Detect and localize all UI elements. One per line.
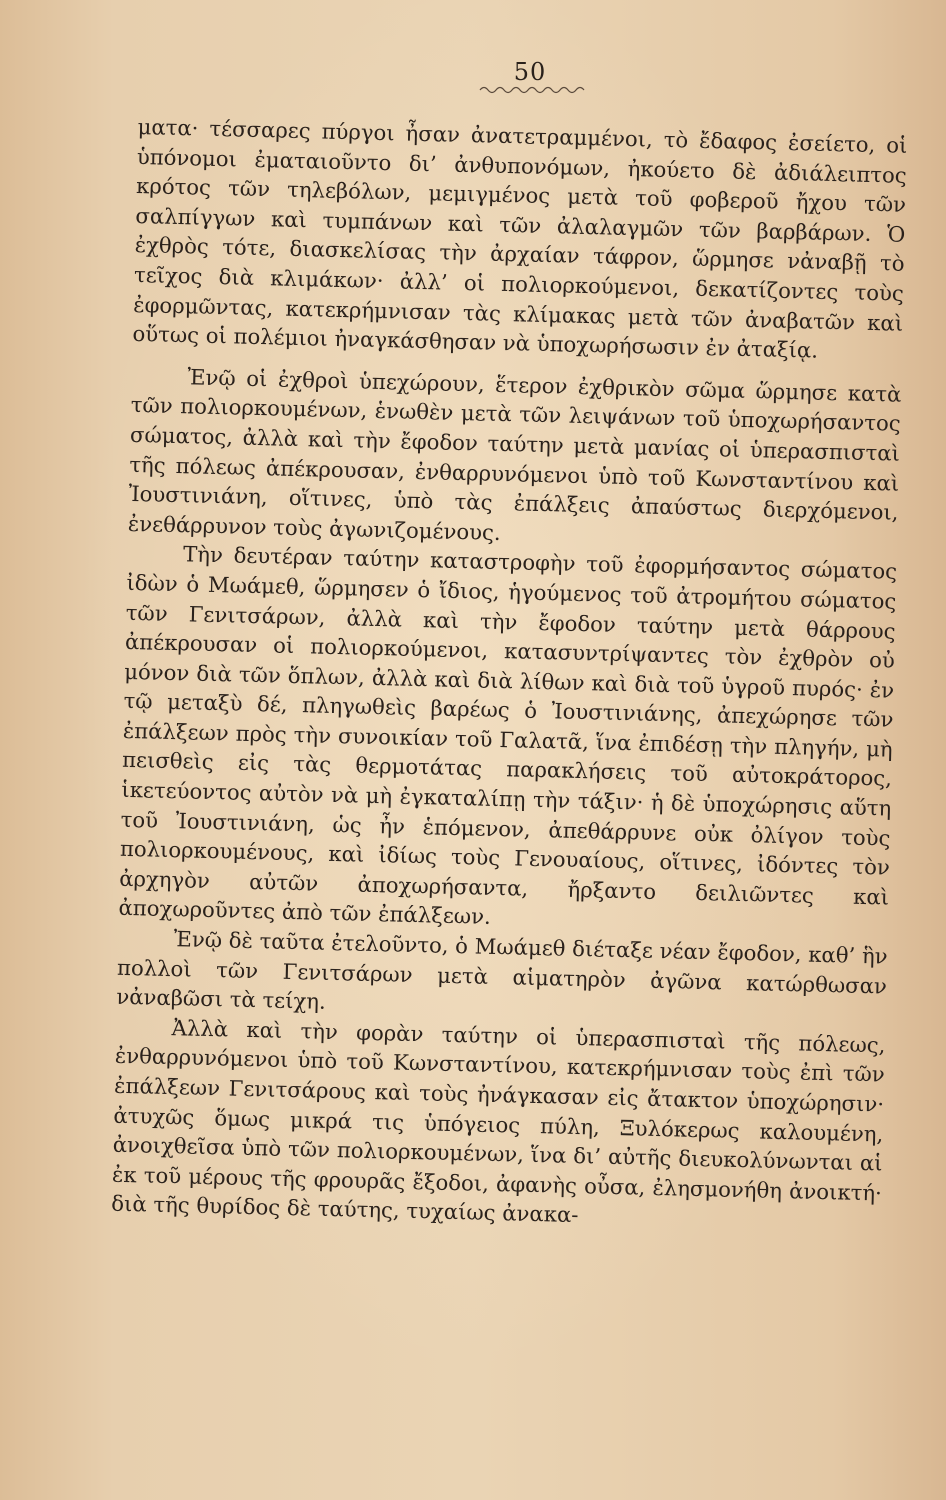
page-number: 50 (513, 58, 547, 86)
body-text (111, 112, 908, 1237)
paragraph-5: Ἀλλὰ καὶ τὴν φορὰν ταύτην οἱ ὑπερασπισταὶ τῆς πόλεως, ἐνθαρρυνόμενοι ὑπὸ τοῦ Κωνσταντίνου, κατεκρήμνισαν τοὺς ἐπὶ τῶν ἐπάλξεων Γενιτσάρους καὶ τοὺς ἠνάγκασαν εἰς ἄτακτον ὑποχώρησιν· ἀτυχῶς ὅμως μικρά τις ὑπόγειος πύλη, Ξυλόκερως καλουμένη, ἀνοιχθεῖσα ὑπὸ τῶν πολιορκουμένων, ἵνα δι’ αὐτῆς διευκολύνωνται αἱ ἐκ τοῦ μέρους τῆς φρουρᾶς ἔξοδοι, ἀφανὴς οὖσα, ἐλησμονήθη ἀνοικτή· διὰ τῆς θυρίδος δὲ ταύτης, τυχαίως ἀνακα- (111, 1014, 886, 1228)
paragraph-2: Ἐνῷ οἱ ἐχθροὶ ὑπεχώρουν, ἕτερον ἐχθρικὸν σῶμα ὥρμησε κατὰ τῶν πολιορκουμένων, ἑνωθὲν μετὰ τῶν λειψάνων τοῦ ὑποχωρήσαντος σώματος, ἀλλὰ καὶ τὴν ἔφοδον ταύτην μετὰ μανίας οἱ ὑπερασπισταὶ τῆς πόλεως ἀπέκρουσαν, ἐνθαρρυνόμενοι ὑπὸ τοῦ Κωνσταντίνου καὶ Ἰουστινιάνη, οἵτινες, ὑπὸ τὰς ἐπάλξεις ἀπαύστως διερχόμενοι, ἐνεθάρρυνον τοὺς ἀγωνιζομένους. (127, 364, 902, 545)
wavy-rule-ornament (478, 84, 588, 96)
paragraph-4: Ἐνῷ δὲ ταῦτα ἐτελοῦντο, ὁ Μωάμεθ διέταξε νέαν ἔφοδον, καθ’ ἣν πολλοὶ τῶν Γενιτσάρων μετὰ αἱματηρὸν ἀγῶνα κατώρθωσαν νἀναβῶσι τὰ τείχη. (116, 926, 888, 1015)
paragraph-1: ματα· τέσσαρες πύργοι ἦσαν ἀνατετραμμένοι, τὸ ἔδαφος ἐσείετο, οἱ ὑπόνομοι ἐματαιοῦντο δι’ ἀνθυπονόμων, ἠκούετο δὲ ἀδιάλειπτος κρότος τῶν τηλεβόλων, μεμιγμένος μετὰ τοῦ φοβεροῦ ἤχου τῶν σαλπίγγων καὶ τυμπάνων καὶ τῶν ἀλαλαγμῶν τῶν βαρβάρων. Ὁ ἐχθρὸς τότε, διασκελίσας τὴν ἀρχαίαν τάφρον, ὥρμησε νἀναβῇ τὸ τεῖχος διὰ κλιμάκων· ἀλλ’ οἱ πολιορκούμενοι, δεκατίζοντες τοὺς ἐφορμῶντας, κατεκρήμνισαν τὰς κλίμακας μετὰ τῶν ἀναβατῶν καὶ οὕτως οἱ πολέμιοι ἠναγκάσθησαν νὰ ὑποχωρήσωσιν ἐν ἀταξίᾳ. (132, 113, 908, 363)
paragraph-3: Τὴν δευτέραν ταύτην καταστροφὴν τοῦ ἐφορμήσαντος σώματος ἰδὼν ὁ Μωάμεθ, ὥρμησεν ὁ ἴδιος, ἡγούμενος τοῦ ἀτρομήτου σώματος τῶν Γενιτσάρων, ἀλλὰ καὶ τὴν ἔφοδον ταύτην μετὰ θάρρους ἀπέκρουσαν οἱ πολιορκούμενοι, κατασυντρίψαντες τὸν ἐχθρὸν οὐ μόνον διὰ τῶν ὅπλων, ἀλλὰ καὶ διὰ λίθων καὶ διὰ τοῦ ὑγροῦ πυρός· ἐν τῷ μεταξὺ δέ, πληγωθεὶς βαρέως ὁ Ἰουστινιάνης, ἀπεχώρησε τῶν ἐπάλξεων πρὸς τὴν συνοικίαν τοῦ Γαλατᾶ, ἵνα ἐπιδέσῃ τὴν πληγήν, μὴ πεισθεὶς εἰς τὰς θερμοτάτας παρακλήσεις τοῦ αὐτοκράτορος, ἱκετεύοντος αὐτὸν νὰ μὴ ἐγκαταλίπῃ τὴν τάξιν· ἡ δὲ ὑποχώρησις αὕτη τοῦ Ἰουστινιάνη, ὡς ἦν ἑπόμενον, ἀπεθάρρυνε οὐκ ὀλίγον τοὺς πολιορκουμένους, καὶ ἰδίως τοὺς Γενουαίους, οἵτινες, ἰδόντες τὸν ἀρχηγὸν αὐτῶν ἀποχωρήσαντα, ἤρξαντο δειλιῶντες καὶ ἀποχωροῦντες ἀπὸ τῶν ἐπάλξεων. (118, 541, 898, 930)
